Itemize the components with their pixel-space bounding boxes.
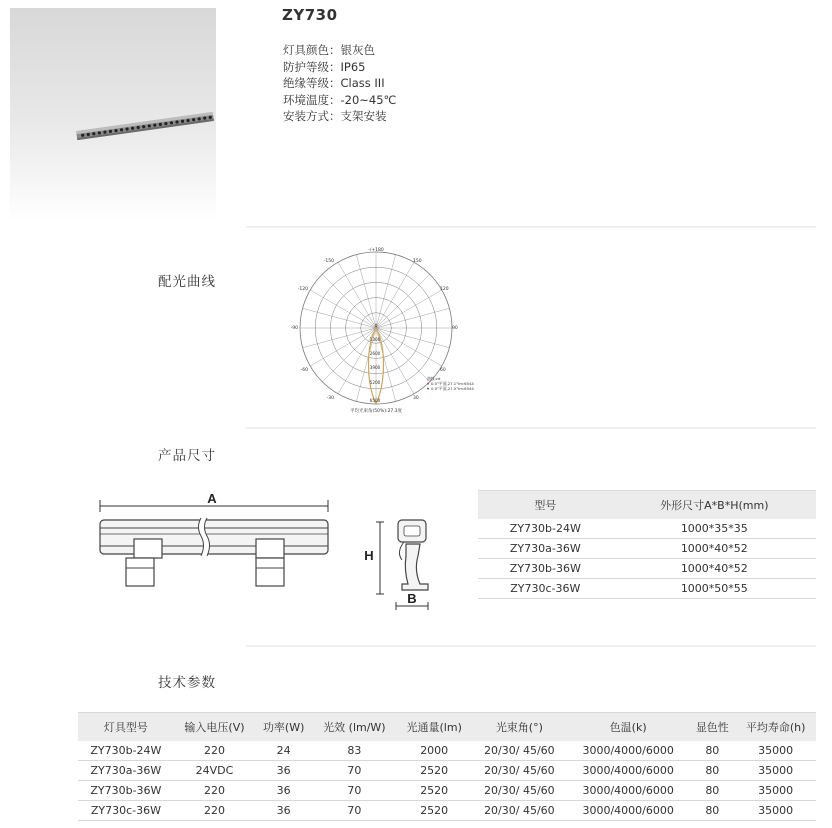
product-title: ZY730 — [282, 6, 338, 24]
tech-table-header — [78, 713, 816, 742]
column-header: 色温(k) — [567, 713, 689, 742]
spec-ip-rating: 防护等级：IP65 — [283, 59, 366, 74]
dimension-b-label: B — [407, 591, 417, 606]
polar-spoke — [310, 328, 376, 366]
polar-spoke — [356, 255, 376, 328]
section-title-dimensions: 产品尺寸 — [158, 448, 216, 464]
table-cell: 36 — [255, 761, 312, 781]
polar-spoke — [376, 274, 430, 328]
table-cell: 80 — [689, 761, 735, 781]
column-header: 输入电压(V) — [174, 713, 255, 742]
table-cell: 80 — [689, 801, 735, 821]
table-cell: 35000 — [735, 781, 816, 801]
angle-label: -120 — [297, 287, 308, 292]
section-title-tech-params: 技术参数 — [158, 675, 216, 691]
polar-spoke — [376, 328, 430, 382]
polar-spoke — [303, 308, 376, 328]
table-cell: 24 — [255, 741, 312, 761]
table-cell: 35000 — [735, 741, 816, 761]
column-header: 灯具型号 — [78, 713, 174, 742]
table-cell: 3000/4000/6000 — [567, 741, 689, 761]
angle-label: -60 — [300, 368, 308, 373]
divider — [246, 427, 816, 429]
table-cell: ZY730b-36W — [78, 781, 174, 801]
angle-label: 150 — [413, 259, 422, 264]
column-header: 光通量(lm) — [397, 713, 472, 742]
column-header: 显色性 — [689, 713, 735, 742]
table-cell: 20/30/ 45/60 — [472, 761, 567, 781]
table-cell: 220 — [174, 801, 255, 821]
polar-spoke — [376, 290, 442, 328]
radial-label: 2600 — [369, 351, 381, 356]
table-cell: 20/30/ 45/60 — [472, 781, 567, 801]
table-cell: ZY730b-24W — [78, 741, 174, 761]
polar-spoke — [303, 328, 376, 348]
spec-temperature: 环境温度：-20~45℃ — [283, 92, 397, 107]
column-header: 平均寿命(h) — [735, 713, 816, 742]
polar-spoke — [376, 308, 449, 328]
beam-angle-note: 平均光束角(50%):27.3度 — [349, 409, 403, 414]
table-cell: 2520 — [397, 801, 472, 821]
table-row — [478, 579, 816, 599]
legend — [427, 376, 474, 391]
radial-label: 5200 — [369, 380, 381, 385]
table-cell: 1000*50*55 — [613, 579, 816, 599]
polar-spoke — [376, 328, 442, 366]
legend-title: 曲线:cd — [427, 376, 441, 381]
column-header: 型号 — [478, 491, 613, 520]
product-photo — [10, 8, 216, 222]
table-row — [478, 559, 816, 579]
table-row — [78, 801, 816, 821]
table-cell: 24VDC — [174, 761, 255, 781]
table-cell: 36 — [255, 781, 312, 801]
section-title-light-curve: 配光曲线 — [158, 274, 216, 290]
dimension-h-label: H — [364, 548, 374, 563]
table-cell: 20/30/ 45/60 — [472, 741, 567, 761]
table-cell: 1000*40*52 — [613, 539, 816, 559]
table-cell: ZY730a-36W — [478, 539, 613, 559]
polar-spoke — [376, 255, 396, 328]
table-cell: 80 — [689, 781, 735, 801]
light-distribution-diagram — [282, 242, 494, 414]
polar-spoke — [376, 328, 449, 348]
table-cell: ZY730c-36W — [78, 801, 174, 821]
size-table — [478, 490, 816, 599]
column-header: 光束角(°) — [472, 713, 567, 742]
table-cell: 1000*40*52 — [613, 559, 816, 579]
column-header: 功率(W) — [255, 713, 312, 742]
table-cell: 35000 — [735, 801, 816, 821]
polar-spoke — [310, 290, 376, 328]
table-cell: 3000/4000/6000 — [567, 781, 689, 801]
table-row — [478, 539, 816, 559]
table-cell: 70 — [312, 781, 396, 801]
table-cell: ZY730c-36W — [478, 579, 613, 599]
spec-mounting: 安装方式：支架安装 — [283, 109, 387, 123]
legend-item: 0.0°平面,27.5°Im:6544 — [431, 386, 474, 391]
table-cell: ZY730a-36W — [78, 761, 174, 781]
radial-label: 1300 — [369, 337, 381, 342]
angle-label: -90 — [290, 326, 298, 331]
legend-marker — [427, 388, 429, 390]
table-cell: 2520 — [397, 761, 472, 781]
angle-label: -30 — [326, 396, 334, 401]
table-cell: 35000 — [735, 761, 816, 781]
table-cell: ZY730b-36W — [478, 559, 613, 579]
divider — [246, 226, 816, 228]
angle-label: 120 — [440, 287, 449, 292]
table-cell: 2520 — [397, 781, 472, 801]
divider — [246, 645, 816, 647]
light-bar-image — [10, 8, 216, 222]
spec-insulation: 绝缘等级：Class III — [283, 76, 385, 90]
spec-list — [283, 42, 396, 125]
legend-item: 0.0°平面,27.1°Im:6544 — [431, 381, 474, 386]
tech-spec-table — [78, 712, 816, 821]
angle-label: 30 — [413, 396, 419, 401]
zero-label: 0 — [374, 324, 378, 329]
table-cell: 220 — [174, 781, 255, 801]
angle-label: -150 — [323, 259, 334, 264]
angle-label: 90 — [452, 326, 458, 331]
radial-label: 3900 — [369, 365, 381, 370]
table-cell: ZY730b-24W — [478, 519, 613, 539]
radial-label: 6500 — [369, 398, 381, 403]
table-cell: 70 — [312, 801, 396, 821]
radial-labels — [370, 337, 381, 403]
table-row — [78, 741, 816, 761]
table-cell: 2000 — [397, 741, 472, 761]
bar-dimension-drawing — [96, 488, 336, 596]
legend-marker — [427, 383, 429, 385]
profile-dimension-drawing — [358, 512, 448, 614]
table-cell: 83 — [312, 741, 396, 761]
table-cell: 3000/4000/6000 — [567, 761, 689, 781]
top-angle-label: -/+180 — [368, 248, 384, 253]
table-cell: 20/30/ 45/60 — [472, 801, 567, 821]
table-cell: 1000*35*35 — [613, 519, 816, 539]
angle-label: 60 — [440, 368, 446, 373]
table-row — [78, 761, 816, 781]
spec-color: 灯具颜色：银灰色 — [283, 43, 375, 57]
column-header: 外形尺寸A*B*H(mm) — [613, 491, 816, 520]
table-cell: 70 — [312, 761, 396, 781]
table-row — [78, 781, 816, 801]
table-cell: 80 — [689, 741, 735, 761]
polar-spoke — [322, 328, 376, 382]
table-row — [478, 519, 816, 539]
polar-spoke — [338, 262, 376, 328]
polar-spoke — [322, 274, 376, 328]
table-cell: 3000/4000/6000 — [567, 801, 689, 821]
dimension-a-label: A — [207, 491, 217, 506]
table-cell: 220 — [174, 741, 255, 761]
table-cell: 36 — [255, 801, 312, 821]
column-header: 光效 (lm/W) — [312, 713, 396, 742]
size-table-header — [478, 491, 816, 520]
polar-spoke — [376, 262, 414, 328]
